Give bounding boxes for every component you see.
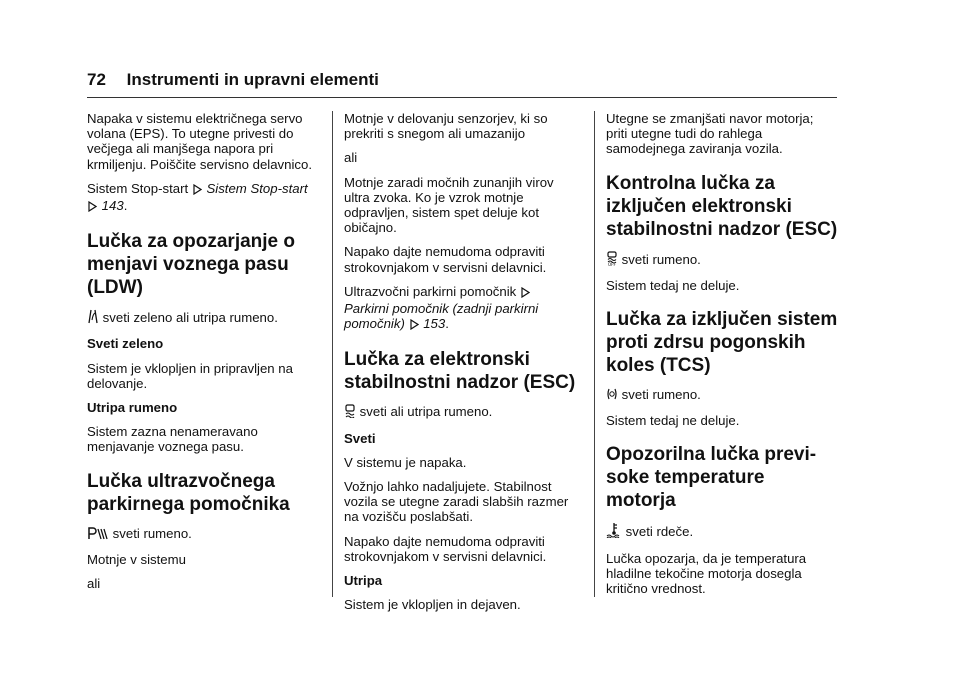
subheading: Utripa xyxy=(344,573,383,589)
header-rule xyxy=(87,97,837,98)
subheading: Sveti zeleno xyxy=(87,336,164,352)
status-line: OFF sveti rumeno. xyxy=(606,251,838,269)
status-line: sveti zeleno ali utripa rumeno. xyxy=(87,309,319,327)
column-3 xyxy=(606,111,838,605)
paragraph: ali xyxy=(344,150,358,166)
reference-triangle-icon xyxy=(410,318,419,333)
paragraph: Utegne se zmanjšati navor motorja; priti utegne tudi do rahlega samodejnega zaviranja vozila. xyxy=(606,111,814,157)
status-line: sveti ali utripa rumeno. xyxy=(344,404,576,421)
paragraph: Napaka v sistemu električnega servo volana (EPS). To utegne privesti do večjega ali manjšega napora pri krmiljenju. Poiščite servisno delavnico. xyxy=(87,111,313,172)
reference-link[interactable]: Sistem Stop-start xyxy=(206,180,308,196)
status-line: sveti rumeno. xyxy=(606,387,838,404)
reference-triangle-icon xyxy=(193,183,202,198)
paragraph: Sistem je vklopljen in pripravljen na delovanje. xyxy=(87,360,293,391)
paragraph: Sistem tedaj ne deluje. xyxy=(606,413,740,429)
subheading: Sveti xyxy=(344,430,376,446)
cross-reference: Ultrazvočni parkirni pomočnik Parkirni pomočnik (zadnji parkirni pomočnik) 153. xyxy=(344,284,576,334)
reference-page[interactable]: 143 xyxy=(101,198,124,214)
paragraph: Motnje v delovanju senzorjev, ki so prekriti s snegom ali umazanijo xyxy=(344,111,548,142)
esc-off-icon xyxy=(606,251,618,269)
reference-link[interactable]: Parkirni pomočnik (zadnji parkirni pomočnik) xyxy=(344,301,539,332)
paragraph: V sistemu je napaka. xyxy=(344,454,467,470)
cross-reference: Sistem Stop-start Sistem Stop-start 143. xyxy=(87,181,319,215)
section-heading-ldw: Lučka za opozarjanje o menjavi voznega pasu (LDW) xyxy=(87,231,295,299)
paragraph: Motnje zaradi močnih zunanjih virov ultra zvoka. Ko je vzrok motnje odpravljen, sistem spet deluje kot običajno. xyxy=(344,174,554,236)
reference-page[interactable]: 153 xyxy=(423,316,446,332)
chapter-title: Instrumenti in upravni elementi xyxy=(126,70,379,89)
traction-control-off-icon xyxy=(606,387,618,404)
reference-triangle-icon xyxy=(521,286,530,301)
section-heading-esc-off: Kontrolna lučka za izključen elektronski stabilnostni nadzor (ESC) xyxy=(606,172,838,240)
ultrasonic-parking-assist-icon xyxy=(87,526,109,543)
section-heading-parking: Lučka ultrazvočnega parkirnega pomočnika xyxy=(87,470,290,515)
lane-departure-warning-icon xyxy=(87,309,99,327)
paragraph: Motnje v sistemu xyxy=(87,551,186,567)
coolant-temperature-icon xyxy=(606,522,622,541)
paragraph: Sistem zazna nenameravano menjavanje voznega pasu. xyxy=(87,424,258,455)
column-1 xyxy=(87,111,319,600)
paragraph: Lučka opozarja, da je temperatura hladilne tekočine motorja dosegla kritično vrednost. xyxy=(606,550,807,597)
column-2 xyxy=(344,111,576,621)
status-line: sveti rumeno. xyxy=(87,526,319,543)
section-heading-esc: Lučka za elektronski stabilnostni nadzor (ESC) xyxy=(344,349,576,394)
page-number: 72 xyxy=(87,70,106,89)
paragraph: Sistem tedaj ne deluje. xyxy=(606,277,740,293)
esc-skidding-car-icon xyxy=(344,404,356,421)
reference-triangle-icon xyxy=(88,200,97,215)
section-heading-tcs: Lučka za izključen sistem proti zdrsu pogonskih koles (TCS) xyxy=(606,309,838,377)
section-heading-coolant: Opozorilna lučka previ-soke temperature motorja xyxy=(606,444,817,512)
column-divider xyxy=(332,111,333,597)
paragraph: Sistem je vklopljen in dejaven. xyxy=(344,597,521,613)
paragraph: Napako dajte nemudoma odpraviti strokovnjakom v servisni delavnici. xyxy=(344,533,547,564)
paragraph: Napako dajte nemudoma odpraviti strokovnjakom v servisni delavnici. xyxy=(344,244,547,275)
page-header xyxy=(87,70,837,90)
subheading: Utripa rumeno xyxy=(87,400,178,416)
paragraph: Vožnjo lahko nadaljujete. Stabilnost vozila se utegne zaradi slabših razmer na vozišču poslabšati. xyxy=(344,479,569,525)
paragraph: ali xyxy=(87,576,101,592)
status-line: sveti rdeče. xyxy=(606,522,838,541)
svg-text:OFF: OFF xyxy=(608,261,616,266)
column-divider xyxy=(594,111,595,597)
